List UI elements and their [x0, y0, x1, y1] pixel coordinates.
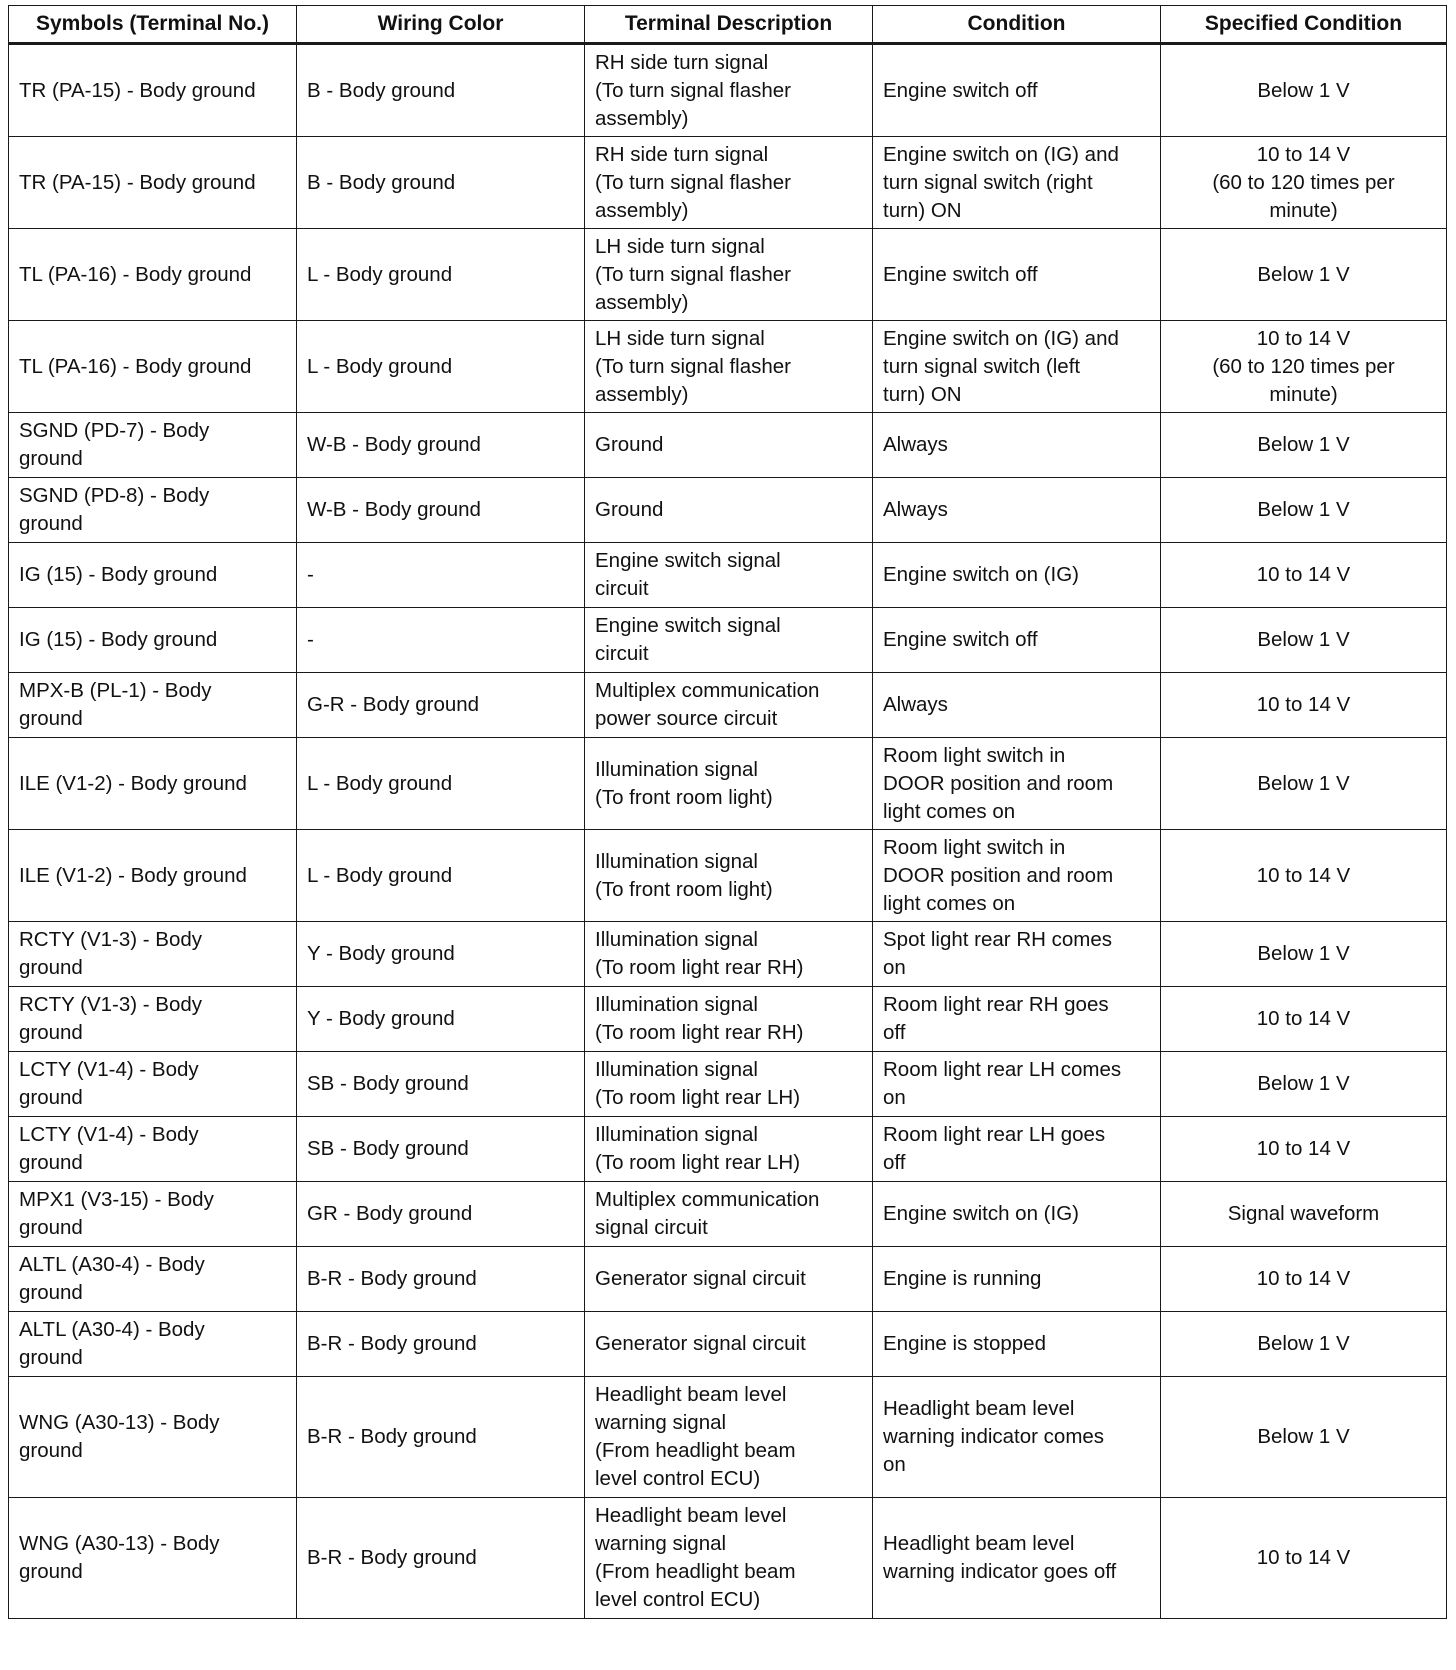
cell-specified-condition: 10 to 14 V — [1161, 543, 1447, 608]
cell-condition: Engine is running — [873, 1247, 1161, 1312]
cell-terminal-description: LH side turn signal (To turn signal flasher assembly) — [585, 229, 873, 321]
cell-specified-condition: 10 to 14 V — [1161, 1498, 1447, 1619]
cell-specified-condition: Below 1 V — [1161, 922, 1447, 987]
header-row — [9, 6, 1447, 44]
cell-condition: Always — [873, 478, 1161, 543]
cell-specified-condition: Below 1 V — [1161, 1377, 1447, 1498]
cell-condition: Room light rear RH goes off — [873, 987, 1161, 1052]
cell-specified-condition: 10 to 14 V — [1161, 673, 1447, 738]
cell-wiring-color: - — [297, 543, 585, 608]
cell-specified-condition: Below 1 V — [1161, 413, 1447, 478]
cell-specified-condition: Below 1 V — [1161, 1052, 1447, 1117]
table-row — [9, 1312, 1447, 1377]
cell-specified-condition: 10 to 14 V — [1161, 1117, 1447, 1182]
cell-terminal-description: Illumination signal (To room light rear LH) — [585, 1052, 873, 1117]
cell-terminal-description: LH side turn signal (To turn signal flasher assembly) — [585, 321, 873, 413]
cell-specified-condition: 10 to 14 V — [1161, 830, 1447, 922]
cell-symbol: SGND (PD-7) - Body ground — [9, 413, 297, 478]
cell-condition: Headlight beam level warning indicator comes on — [873, 1377, 1161, 1498]
table-row — [9, 137, 1447, 229]
cell-specified-condition: Below 1 V — [1161, 1312, 1447, 1377]
cell-terminal-description: RH side turn signal (To turn signal flasher assembly) — [585, 44, 873, 137]
cell-specified-condition: Signal waveform — [1161, 1182, 1447, 1247]
cell-specified-condition: Below 1 V — [1161, 478, 1447, 543]
cell-symbol: TR (PA-15) - Body ground — [9, 137, 297, 229]
cell-terminal-description: Multiplex communication power source circuit — [585, 673, 873, 738]
cell-wiring-color: G-R - Body ground — [297, 673, 585, 738]
cell-symbol: IG (15) - Body ground — [9, 543, 297, 608]
cell-symbol: IG (15) - Body ground — [9, 608, 297, 673]
header-wiring-color: Wiring Color — [297, 6, 585, 44]
cell-condition: Spot light rear RH comes on — [873, 922, 1161, 987]
cell-symbol: LCTY (V1-4) - Body ground — [9, 1052, 297, 1117]
table-row — [9, 478, 1447, 543]
table-row — [9, 44, 1447, 137]
cell-symbol: WNG (A30-13) - Body ground — [9, 1498, 297, 1619]
table-row — [9, 1052, 1447, 1117]
cell-terminal-description: Engine switch signal circuit — [585, 608, 873, 673]
cell-condition: Room light switch in DOOR position and room light comes on — [873, 830, 1161, 922]
cell-condition: Engine switch off — [873, 44, 1161, 137]
table-row — [9, 543, 1447, 608]
cell-wiring-color: B - Body ground — [297, 44, 585, 137]
cell-terminal-description: Illumination signal (To room light rear RH) — [585, 922, 873, 987]
cell-wiring-color: GR - Body ground — [297, 1182, 585, 1247]
cell-specified-condition: 10 to 14 V — [1161, 1247, 1447, 1312]
cell-wiring-color: B-R - Body ground — [297, 1247, 585, 1312]
cell-wiring-color: B-R - Body ground — [297, 1498, 585, 1619]
header-specified-condition: Specified Condition — [1161, 6, 1447, 44]
cell-specified-condition: 10 to 14 V — [1161, 987, 1447, 1052]
cell-symbol: RCTY (V1-3) - Body ground — [9, 987, 297, 1052]
cell-symbol: ILE (V1-2) - Body ground — [9, 830, 297, 922]
cell-wiring-color: L - Body ground — [297, 321, 585, 413]
cell-wiring-color: B-R - Body ground — [297, 1312, 585, 1377]
cell-condition: Room light switch in DOOR position and room light comes on — [873, 738, 1161, 830]
cell-symbol: TL (PA-16) - Body ground — [9, 229, 297, 321]
cell-terminal-description: Ground — [585, 478, 873, 543]
cell-symbol: ALTL (A30-4) - Body ground — [9, 1247, 297, 1312]
table-row — [9, 738, 1447, 830]
cell-terminal-description: Ground — [585, 413, 873, 478]
cell-condition: Always — [873, 413, 1161, 478]
table-row — [9, 673, 1447, 738]
cell-symbol: WNG (A30-13) - Body ground — [9, 1377, 297, 1498]
cell-wiring-color: Y - Body ground — [297, 987, 585, 1052]
cell-condition: Engine switch on (IG) — [873, 1182, 1161, 1247]
cell-condition: Engine switch on (IG) — [873, 543, 1161, 608]
cell-specified-condition: Below 1 V — [1161, 608, 1447, 673]
cell-specified-condition: Below 1 V — [1161, 738, 1447, 830]
cell-terminal-description: Multiplex communication signal circuit — [585, 1182, 873, 1247]
cell-wiring-color: W-B - Body ground — [297, 413, 585, 478]
cell-symbol: TR (PA-15) - Body ground — [9, 44, 297, 137]
cell-condition: Engine switch on (IG) and turn signal switch (left turn) ON — [873, 321, 1161, 413]
cell-terminal-description: Generator signal circuit — [585, 1312, 873, 1377]
header-symbols: Symbols (Terminal No.) — [9, 6, 297, 44]
cell-symbol: LCTY (V1-4) - Body ground — [9, 1117, 297, 1182]
table-row — [9, 922, 1447, 987]
table-row — [9, 987, 1447, 1052]
cell-wiring-color: L - Body ground — [297, 738, 585, 830]
cell-condition: Headlight beam level warning indicator goes off — [873, 1498, 1161, 1619]
cell-wiring-color: SB - Body ground — [297, 1117, 585, 1182]
cell-symbol: MPX1 (V3-15) - Body ground — [9, 1182, 297, 1247]
cell-wiring-color: - — [297, 608, 585, 673]
table-row — [9, 1498, 1447, 1619]
table-body — [9, 44, 1447, 1619]
cell-wiring-color: Y - Body ground — [297, 922, 585, 987]
cell-terminal-description: Illumination signal (To front room light) — [585, 738, 873, 830]
table-row — [9, 1117, 1447, 1182]
cell-condition: Engine switch on (IG) and turn signal switch (right turn) ON — [873, 137, 1161, 229]
table-row — [9, 1377, 1447, 1498]
table-row — [9, 830, 1447, 922]
cell-terminal-description: Illumination signal (To front room light) — [585, 830, 873, 922]
cell-symbol: SGND (PD-8) - Body ground — [9, 478, 297, 543]
cell-terminal-description: RH side turn signal (To turn signal flasher assembly) — [585, 137, 873, 229]
cell-specified-condition: Below 1 V — [1161, 229, 1447, 321]
cell-terminal-description: Illumination signal (To room light rear LH) — [585, 1117, 873, 1182]
cell-wiring-color: L - Body ground — [297, 229, 585, 321]
cell-terminal-description: Headlight beam level warning signal (From headlight beam level control ECU) — [585, 1498, 873, 1619]
cell-terminal-description: Headlight beam level warning signal (From headlight beam level control ECU) — [585, 1377, 873, 1498]
cell-specified-condition: 10 to 14 V (60 to 120 times per minute) — [1161, 137, 1447, 229]
cell-condition: Room light rear LH goes off — [873, 1117, 1161, 1182]
table-row — [9, 321, 1447, 413]
cell-wiring-color: SB - Body ground — [297, 1052, 585, 1117]
header-terminal-description: Terminal Description — [585, 6, 873, 44]
cell-condition: Room light rear LH comes on — [873, 1052, 1161, 1117]
cell-condition: Engine is stopped — [873, 1312, 1161, 1377]
cell-symbol: ILE (V1-2) - Body ground — [9, 738, 297, 830]
cell-condition: Engine switch off — [873, 229, 1161, 321]
cell-symbol: MPX-B (PL-1) - Body ground — [9, 673, 297, 738]
header-condition: Condition — [873, 6, 1161, 44]
table-row — [9, 1247, 1447, 1312]
cell-wiring-color: B - Body ground — [297, 137, 585, 229]
cell-condition: Always — [873, 673, 1161, 738]
cell-wiring-color: W-B - Body ground — [297, 478, 585, 543]
table-row — [9, 413, 1447, 478]
table-row — [9, 608, 1447, 673]
cell-symbol: RCTY (V1-3) - Body ground — [9, 922, 297, 987]
cell-symbol: TL (PA-16) - Body ground — [9, 321, 297, 413]
table-row — [9, 229, 1447, 321]
cell-terminal-description: Generator signal circuit — [585, 1247, 873, 1312]
cell-terminal-description: Engine switch signal circuit — [585, 543, 873, 608]
cell-terminal-description: Illumination signal (To room light rear RH) — [585, 987, 873, 1052]
cell-wiring-color: B-R - Body ground — [297, 1377, 585, 1498]
cell-specified-condition: Below 1 V — [1161, 44, 1447, 137]
cell-wiring-color: L - Body ground — [297, 830, 585, 922]
cell-specified-condition: 10 to 14 V (60 to 120 times per minute) — [1161, 321, 1447, 413]
cell-condition: Engine switch off — [873, 608, 1161, 673]
table-row — [9, 1182, 1447, 1247]
terminal-inspection-table — [8, 5, 1447, 1619]
cell-symbol: ALTL (A30-4) - Body ground — [9, 1312, 297, 1377]
